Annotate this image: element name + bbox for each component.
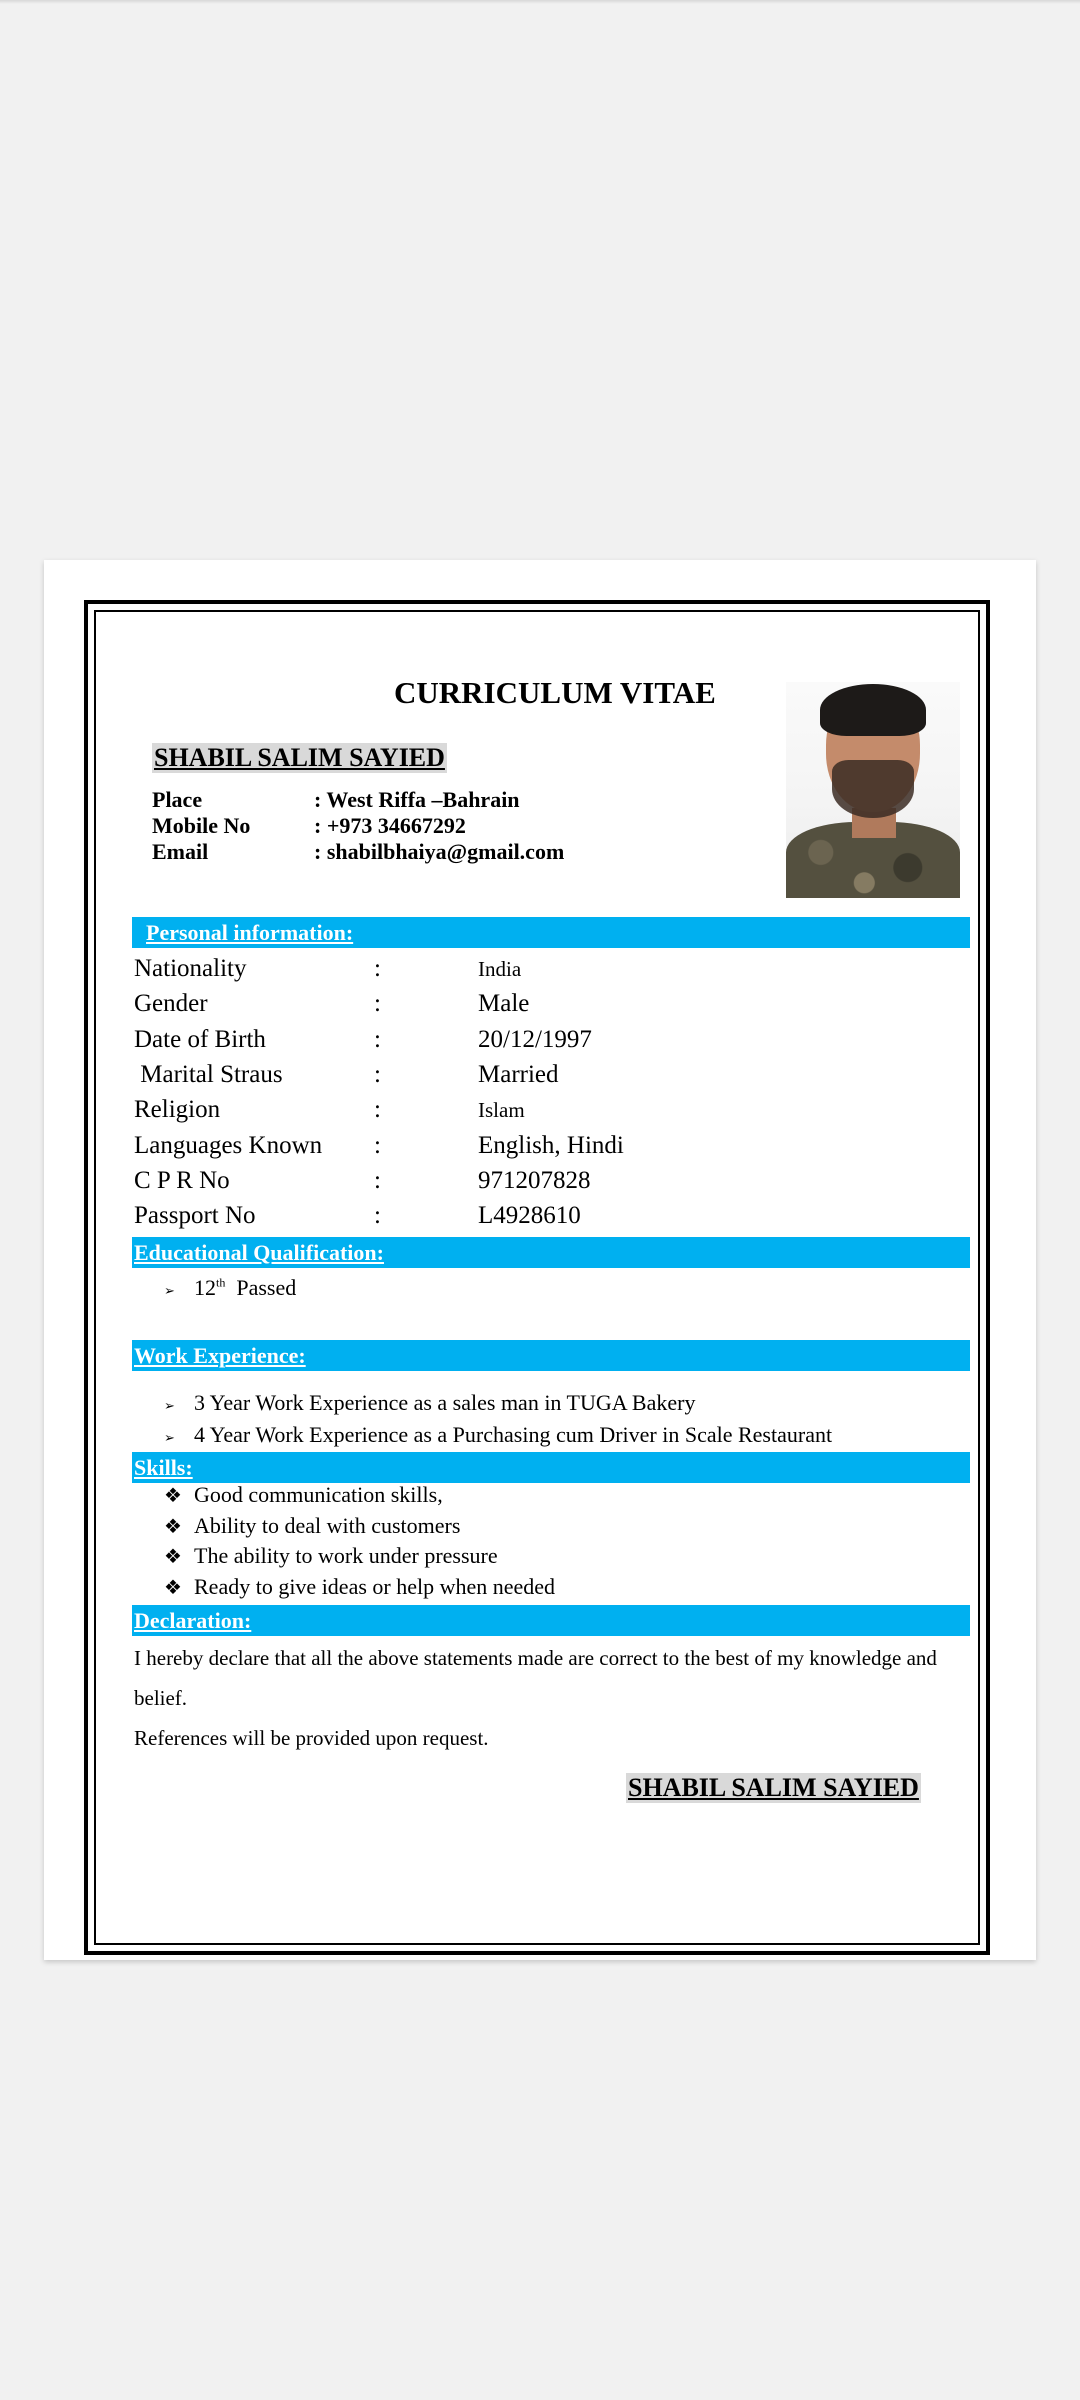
info-value: 20/12/1997: [478, 1026, 592, 1053]
mobile-label: Mobile No: [152, 813, 251, 838]
section-work: Work Experience:: [132, 1340, 970, 1371]
info-value: India: [478, 957, 522, 981]
document-title: CURRICULUM VITAE: [394, 675, 716, 710]
info-colon: :: [374, 1202, 381, 1229]
place-value: : West Riffa –Bahrain: [314, 787, 520, 812]
info-colon: :: [374, 1167, 381, 1194]
work-text: 4 Year Work Experience as a Purchasing cum Driver in Scale Restaurant: [194, 1422, 833, 1447]
education-text: Passed: [236, 1275, 297, 1300]
education-sup: th: [216, 1275, 226, 1290]
section-personal-info: Personal information:: [132, 917, 970, 948]
skill-text: Ability to deal with customers: [194, 1513, 461, 1538]
skill-item: [164, 1574, 555, 1600]
skill-text: The ability to work under pressure: [194, 1543, 498, 1568]
place-label: Place: [152, 787, 203, 812]
diamond-bullet-icon: ❖: [164, 1546, 182, 1568]
email-value: : shabilbhaiya@gmail.com: [314, 839, 565, 864]
info-label: Passport No: [134, 1202, 256, 1229]
skill-text: Good communication skills,: [194, 1482, 443, 1507]
info-label: Date of Birth: [134, 1026, 266, 1053]
arrow-bullet-icon: ➢: [164, 1283, 175, 1298]
info-value: Male: [478, 990, 530, 1017]
education-num: 12: [194, 1275, 216, 1300]
work-item: [164, 1422, 832, 1448]
skill-item: [164, 1513, 460, 1539]
section-declaration: Declaration:: [132, 1605, 970, 1636]
candidate-name: SHABIL SALIM SAYIED: [154, 743, 445, 772]
arrow-bullet-icon: ➢: [164, 1398, 175, 1413]
education-item: [164, 1275, 296, 1301]
cv-page: [44, 560, 1036, 1960]
skill-item: [164, 1482, 443, 1508]
info-label: Marital Straus: [134, 1061, 283, 1088]
info-value: L4928610: [478, 1202, 581, 1229]
signature-name: SHABIL SALIM SAYIED: [628, 1773, 919, 1802]
info-colon: :: [374, 1061, 381, 1088]
work-item: [164, 1390, 695, 1416]
mobile-value: : +973 34667292: [314, 813, 466, 838]
info-value: English, Hindi: [478, 1132, 624, 1159]
info-colon: :: [374, 990, 381, 1017]
photo-beard: [832, 760, 914, 818]
info-label: C P R No: [134, 1167, 230, 1194]
photo-hair: [820, 684, 926, 736]
section-skills: Skills:: [132, 1452, 970, 1483]
references-text: References will be provided upon request.: [134, 1726, 489, 1750]
diamond-bullet-icon: ❖: [164, 1485, 182, 1507]
info-value: 971207828: [478, 1167, 591, 1194]
info-colon: :: [374, 1096, 381, 1123]
info-value: Married: [478, 1061, 559, 1088]
info-colon: :: [374, 955, 381, 982]
info-label: Religion: [134, 1096, 221, 1123]
info-label: Gender: [134, 990, 208, 1017]
diamond-bullet-icon: ❖: [164, 1516, 182, 1538]
info-value: Islam: [478, 1098, 525, 1122]
skill-text: Ready to give ideas or help when needed: [194, 1574, 556, 1599]
top-shadow: [0, 0, 1080, 4]
info-colon: :: [374, 1132, 381, 1159]
section-education: Educational Qualification:: [132, 1237, 970, 1268]
diamond-bullet-icon: ❖: [164, 1577, 182, 1599]
work-text: 3 Year Work Experience as a sales man in TUGA Bakery: [194, 1390, 696, 1415]
declaration-text: I hereby declare that all the above statements made are correct to the best of my knowledge and belief.: [134, 1646, 937, 1710]
skill-item: [164, 1543, 498, 1569]
arrow-bullet-icon: ➢: [164, 1430, 175, 1445]
info-label: Nationality: [134, 955, 247, 982]
email-label: Email: [152, 839, 209, 864]
info-label: Languages Known: [134, 1132, 323, 1159]
info-colon: :: [374, 1026, 381, 1053]
profile-photo: [786, 682, 960, 898]
